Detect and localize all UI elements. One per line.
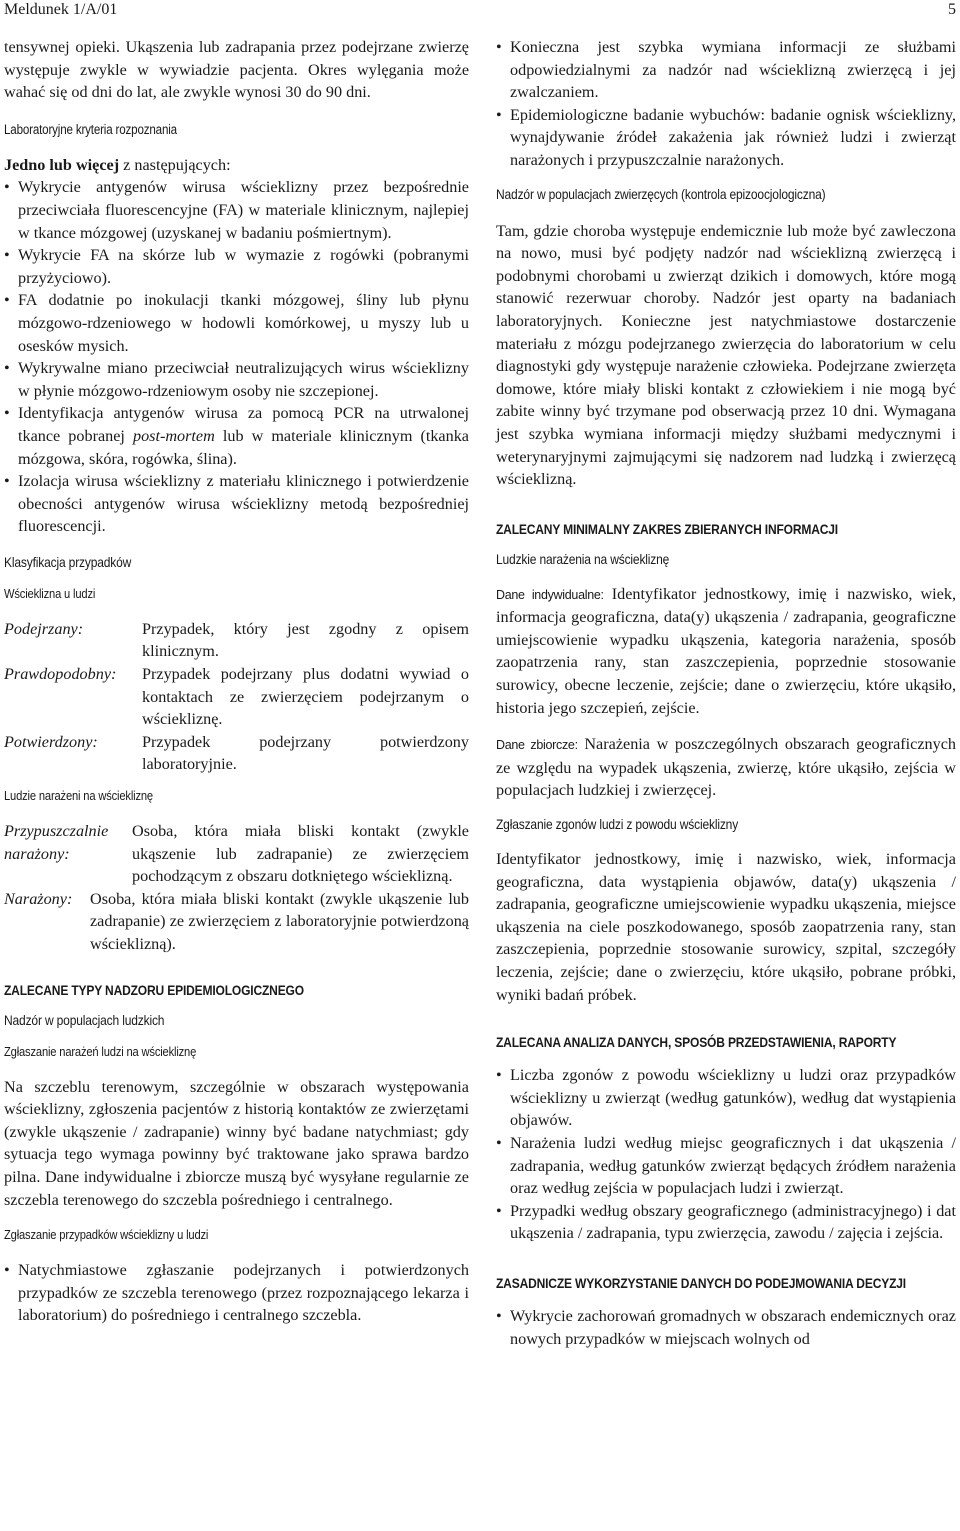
decision-use-heading: ZASADNICZE WYKORZYSTANIE DANYCH DO PODEJMOWANIA DECYZJI [496, 1274, 906, 1291]
exposed-people-heading: Ludzie narażeni na wściekliznę [4, 788, 153, 804]
lab-criteria-heading: Laboratoryjne kryteria rozpoznania [4, 121, 177, 137]
animal-surveillance-heading: Nadzór w populacjach zwierzęcych (kontrola epizoocjologiczna) [496, 185, 826, 202]
list-item: • Izolacja wirusa wścieklizny z materiału klinicznego i potwierdzenie obecności antygenów wirusa wścieklizny metodą bezpośredniej fluorescencji. [4, 470, 469, 538]
aggregate-data-text: Narażenia w poszczególnych obszarach geograficznych ze względu na wypadek ukąszenia, zwierzę, które ukąsiło, zejścia w populacjach ludzkiej i zwierzęcej. [496, 735, 956, 800]
definition-desc: Przypadek podejrzany potwierdzony laboratoryjnie. [142, 732, 469, 774]
animal-surveillance-text: Tam, gdzie choroba występuje endemicznie lub może być zawleczona na nowo, musi być podjęty nadzór nad wścieklizną zwierzęcą i podobnymi chorobami u zwierząt dzikich i domowych, które mogą stanowić rezerwuar choroby. Nadzór jest oparty na badaniach laboratoryjnych. Konieczne jest natychmiastowe dostarczenie materiału z mózgu podejrzanego zwierzęcia do laboratorium w celu diagnostyki gdy występuje narażenie człowieka. Podejrzane zwierzęta domowe, które miały bliski kontakt z człowiekiem i nie mogą być zabite winny być trzymane pod obserwacją przez 10 dni. Wymagana jest szybka wymiana informacji między służbami medycznymi i weterynaryjnymi zajmującymi się nadzorem nad ludzką i zwierzęcą wścieklizną. [496, 221, 956, 489]
case-definitions [4, 618, 469, 776]
definition-desc: Osoba, która miała bliski kontakt (zwykle ukąszenie lub zadrapanie) ze zwierzęciem pochodzącym z obszaru dotkniętego wścieklizną. [132, 822, 469, 886]
case-classification-heading: Klasyfikacja przypadków [4, 553, 132, 570]
definition-row [4, 618, 469, 663]
coordination-list [496, 36, 956, 172]
list-item: • Konieczna jest szybka wymiana informacji ze służbami odpowiedzialnymi za nadzór nad wścieklizną zwierzęcą i jej zwalczaniem. [496, 36, 956, 104]
human-rabies-heading: Wścieklizna u ludzi [4, 585, 96, 601]
analysis-list [496, 1064, 956, 1245]
intro-paragraph: tensywnej opieki. Ukąszenia lub zadrapania przez podejrzane zwierzę występuje zwykle w wywiadzie pacjenta. Okres wylęgania może wahać się od dni do lat, ale zwykle wynosi 30 do 90 dni. [4, 38, 469, 102]
list-item: • Liczba zgonów z powodu wścieklizny u ludzi oraz przypadków wścieklizny u zwierząt (według gatunków), według dat wystąpienia objawów. [496, 1064, 956, 1132]
definition-row [4, 820, 469, 888]
lab-lead-rest: z następujących: [119, 155, 231, 174]
lab-lead-bold: Jedno lub więcej [4, 155, 120, 174]
case-reporting-heading: Zgłaszanie przypadków wścieklizny u ludzi [4, 1227, 209, 1243]
definition-term: Przypuszczalnie narażony: [4, 822, 109, 863]
list-item [4, 402, 469, 470]
minimum-data-heading: ZALECANY MINIMALNY ZAKRES ZBIERANYCH INFORMACJI [496, 520, 838, 537]
right-column [496, 36, 956, 1350]
individual-data-paragraph [496, 583, 956, 720]
exposure-definitions [4, 820, 469, 956]
list-item: • Natychmiastowe zgłaszanie podejrzanych i potwierdzonych przypadków ze szczebla terenowego (przez rozpoznającego lekarza i laboratorium) do pośredniego i centralnego szczebla. [4, 1259, 469, 1327]
exposure-reporting-heading: Zgłaszanie narażeń ludzi na wściekliznę [4, 1043, 197, 1059]
aggregate-data-paragraph [496, 733, 956, 802]
list-item: • Wykrywalne miano przeciwciał neutralizujących wirus wścieklizny w płynie mózgowo-rdzeniowym osoby nie szczepionej. [4, 357, 469, 402]
pcr-text-before: Identyfikacja antygenów wirusa za pomocą PCR na utrwalonej tkance pobranej [18, 404, 469, 445]
exposure-reporting-text: Na szczeblu terenowym, szczególnie w obszarach występowania wścieklizny, zgłoszenia pacjentów z historią kontaktów ze zwierzętami (zwykle ukąszenie / zadrapanie) winny być badane natychmiast; gdy sytuacja tego wymaga powinny być traktowane jako sprawa bardzo pilna. Dane indywidualne i zbiorcze muszą być wysyłane regularnie ze szczebla terenowego do szczebla pośredniego i centralnego. [4, 1077, 469, 1209]
individual-data-lead: Dane indywidualne: [496, 587, 604, 602]
human-surveillance-heading: Nadzór w populacjach ludzkich [4, 1011, 165, 1028]
definition-term: Narażony: [4, 889, 73, 908]
aggregate-data-lead: Dane zbiorcze: [496, 738, 578, 753]
definition-desc: Osoba, która miała bliski kontakt (zwykle ukąszenie lub zadrapanie) ze zwierzęciem z laboratoryjnie potwierdzoną wścieklizną). [90, 889, 469, 953]
analysis-heading: ZALECANA ANALIZA DANYCH, SPOSÓB PRZEDSTAWIENIA, RAPORTY [496, 1034, 897, 1051]
definition-row [4, 888, 469, 956]
list-item: • Wykrycie antygenów wirusa wścieklizny przez bezpośrednie przeciwciała fluorescencyjne (FA) w materiale klinicznym, najlepiej w tkance mózgowej (uzyskanej w badaniu pośmiertnym). [4, 176, 469, 244]
surveillance-types-heading: ZALECANE TYPY NADZORU EPIDEMIOLOGICZNEGO [4, 981, 304, 998]
pcr-text-italic: post-mortem [132, 426, 215, 445]
page-number: 5 [948, 1, 956, 18]
list-item: • Narażenia ludzi według miejsc geograficznych i dat ukąszenia / zadrapania, według gatunków zwierząt będących źródłem narażenia oraz według zejścia w populacjach ludzi i zwierząt. [496, 1132, 956, 1200]
human-exposures-heading: Ludzkie narażenia na wściekliznę [496, 550, 670, 567]
pcr-text-after: lub w materiale klinicznym (tkanka mózgowa, skóra, rogówka, ślina). [18, 426, 469, 468]
list-item: • Epidemiologiczne badanie wybuchów: badanie ognisk wścieklizny, wynajdywanie źródeł zakażenia jak również ludzi i zwierząt narażonych i przypuszczalnie narażonych. [496, 104, 956, 172]
decision-use-list [496, 1305, 956, 1350]
individual-data-text: Identyfikator jednostkowy, imię i nazwisko, wiek, informacja geograficzna, data(y) ukąszenia / zadrapania, geograficzne umiejscowienie wypadku ukąszenia, kategoria narażenia, sposób zaopatrzenia rany, stan zaszczepienia, poprzednie stosowanie surowicy, obecne leczenie, zejście; dane o zwierzęciu, które ukąsiło, historia jego szczepień, zejście. [496, 584, 957, 717]
definition-desc: Przypadek, który jest zgodny z opisem klinicznym. [142, 619, 469, 661]
page-header [4, 0, 956, 20]
death-reporting-heading: Zgłaszanie zgonów ludzi z powodu wścieklizny [496, 816, 739, 833]
definition-term: Podejrzany: [4, 619, 84, 638]
case-reporting-list [4, 1259, 469, 1327]
lab-lead [4, 154, 469, 177]
definition-row [4, 663, 469, 731]
definition-desc: Przypadek podejrzany plus dodatni wywiad o kontaktach ze zwierzęciem podejrzanym o wściekliznę. [142, 665, 469, 729]
left-column [4, 36, 469, 1327]
list-item: • Przypadki według obszary geograficznego (administracyjnego) i dat ukąszenia / zadrapania, typu zwierzęcia, zawodu / zajęcia i zejścia. [496, 1200, 956, 1245]
journal-issue: Meldunek 1/A/01 [4, 1, 118, 18]
lab-criteria-list [4, 176, 469, 538]
definition-term: Prawdopodobny: [4, 665, 117, 684]
definition-row [4, 731, 469, 776]
definition-term: Potwierdzony: [4, 732, 98, 751]
list-item: • Wykrycie FA na skórze lub w wymazie z rogówki (pobranymi przyżyciowo). [4, 244, 469, 289]
death-reporting-text: Identyfikator jednostkowy, imię i nazwisko, wiek, informacja geograficzna, data wystąpienia objawów, data(y) ukąszenia / zadrapania, geograficzne umiejscowienie wypadku ukąszenia, miejsce ukąszenia na ciele poszkodowanego, sposób zaopatrzenia rany, stan zaszczepienia, poprzednie stosowanie surowicy, szpital, szczegóły leczenia, zejście; dane o zwierzęciu, które ukąsiło, pobrane próbki, wyniki badań próbek. [496, 850, 956, 1004]
list-item: • Wykrycie zachorowań gromadnych w obszarach endemicznych oraz nowych przypadków w miejscach wolnych od [496, 1305, 956, 1350]
list-item: • FA dodatnie po inokulacji tkanki mózgowej, śliny lub płynu mózgowo-rdzeniowego w hodowli komórkowej, u myszy lub u osesków mysich. [4, 289, 469, 357]
